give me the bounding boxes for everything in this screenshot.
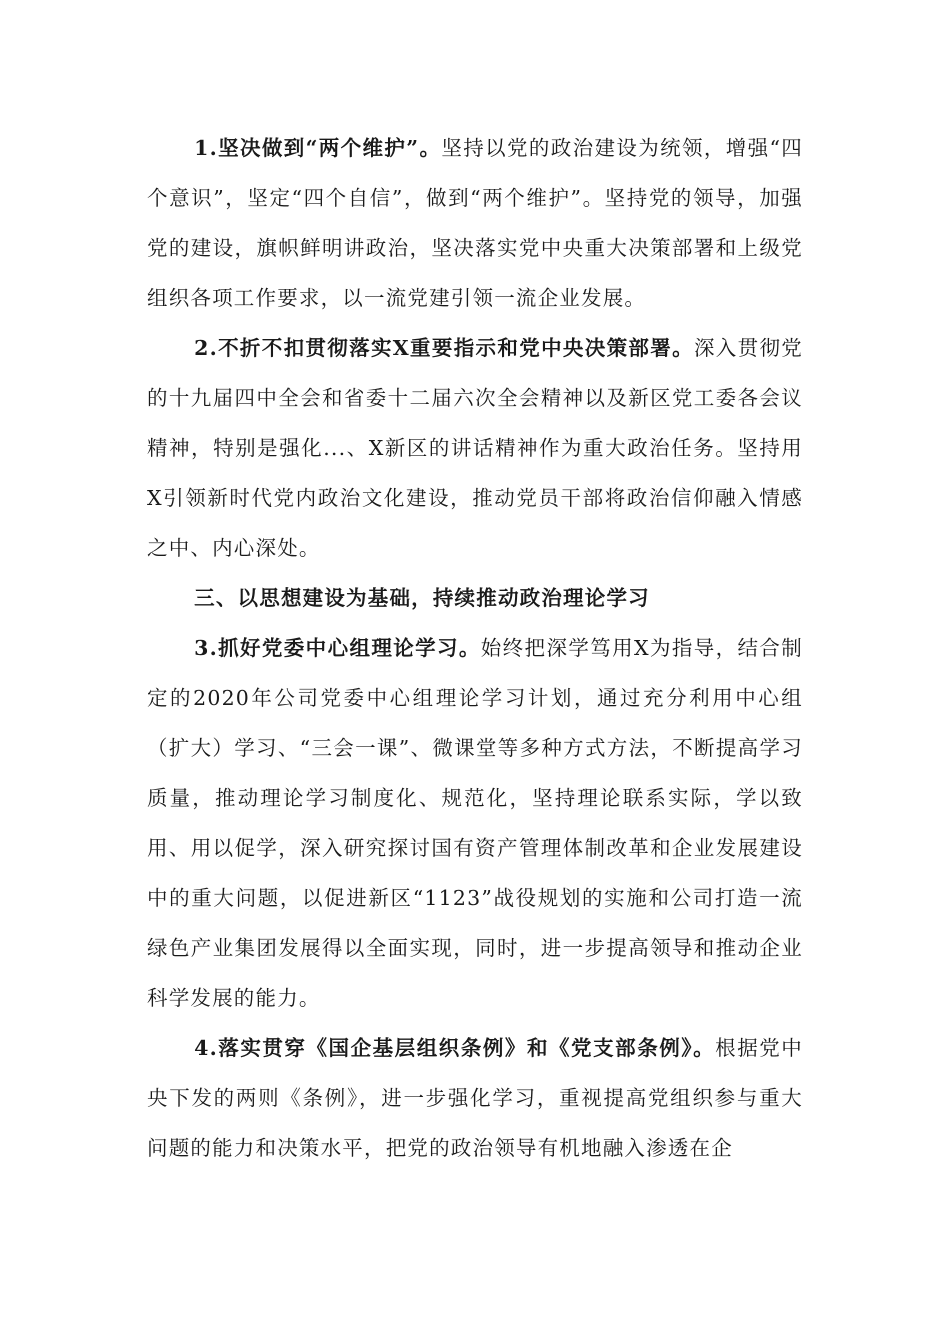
paragraph-2-lead: 2.不折不扣贯彻落实X重要指示和党中央决策部署。 [194, 336, 694, 360]
paragraph-2 [147, 323, 803, 573]
paragraph-3 [147, 623, 803, 1023]
paragraph-1-lead: 1.坚决做到“两个维护”。 [194, 136, 442, 160]
paragraph-2-text: 深入贯彻党的十九届四中全会和省委十二届六次全会精神以及新区党工委各会议精神，特别是强化...、X新区的讲话精神作为重大政治任务。坚持用X引领新时代党内政治文化建设，推动党员干部将政治信仰融入情感之中、内心深处。 [147, 336, 804, 560]
paragraph-3-text: 始终把深学笃用X为指导，结合制定的2020年公司党委中心组理论学习计划，通过充分利用中心组（扩大）学习、“三会一课”、微课堂等多种方式方法，不断提高学习质量，推动理论学习制度化、规范化，坚持理论联系实际，学以致用、用以促学，深入研究探讨国有资产管理体制改革和企业发展建设中的重大问题，以促进新区“1123”战役规划的实施和公司打造一流绿色产业集团发展得以全面实现，同时，进一步提高领导和推动企业科学发展的能力。 [147, 636, 803, 1010]
section-heading: 三、以思想建设为基础，持续推动政治理论学习 [194, 586, 650, 610]
paragraph-1 [147, 123, 803, 323]
paragraph-3-lead: 3.抓好党委中心组理论学习。 [194, 636, 481, 660]
paragraph-4-text: 根据党中央下发的两则《条例》，进一步强化学习，重视提高党组织参与重大问题的能力和决策水平，把党的政治领导有机地融入渗透在企 [147, 1036, 803, 1160]
paragraph-4-lead: 4.落实贯穿《国企基层组织条例》和《党支部条例》。 [194, 1036, 716, 1060]
paragraph-1-text: 坚持以党的政治建设为统领，增强“四个意识”，坚定“四个自信”，做到“两个维护”。坚持党的领导，加强党的建设，旗帜鲜明讲政治，坚决落实党中央重大决策部署和上级党组织各项工作要求，以一流党建引领一流企业发展。 [147, 136, 803, 310]
paragraph-4 [147, 1023, 803, 1173]
document-body [147, 123, 803, 1173]
